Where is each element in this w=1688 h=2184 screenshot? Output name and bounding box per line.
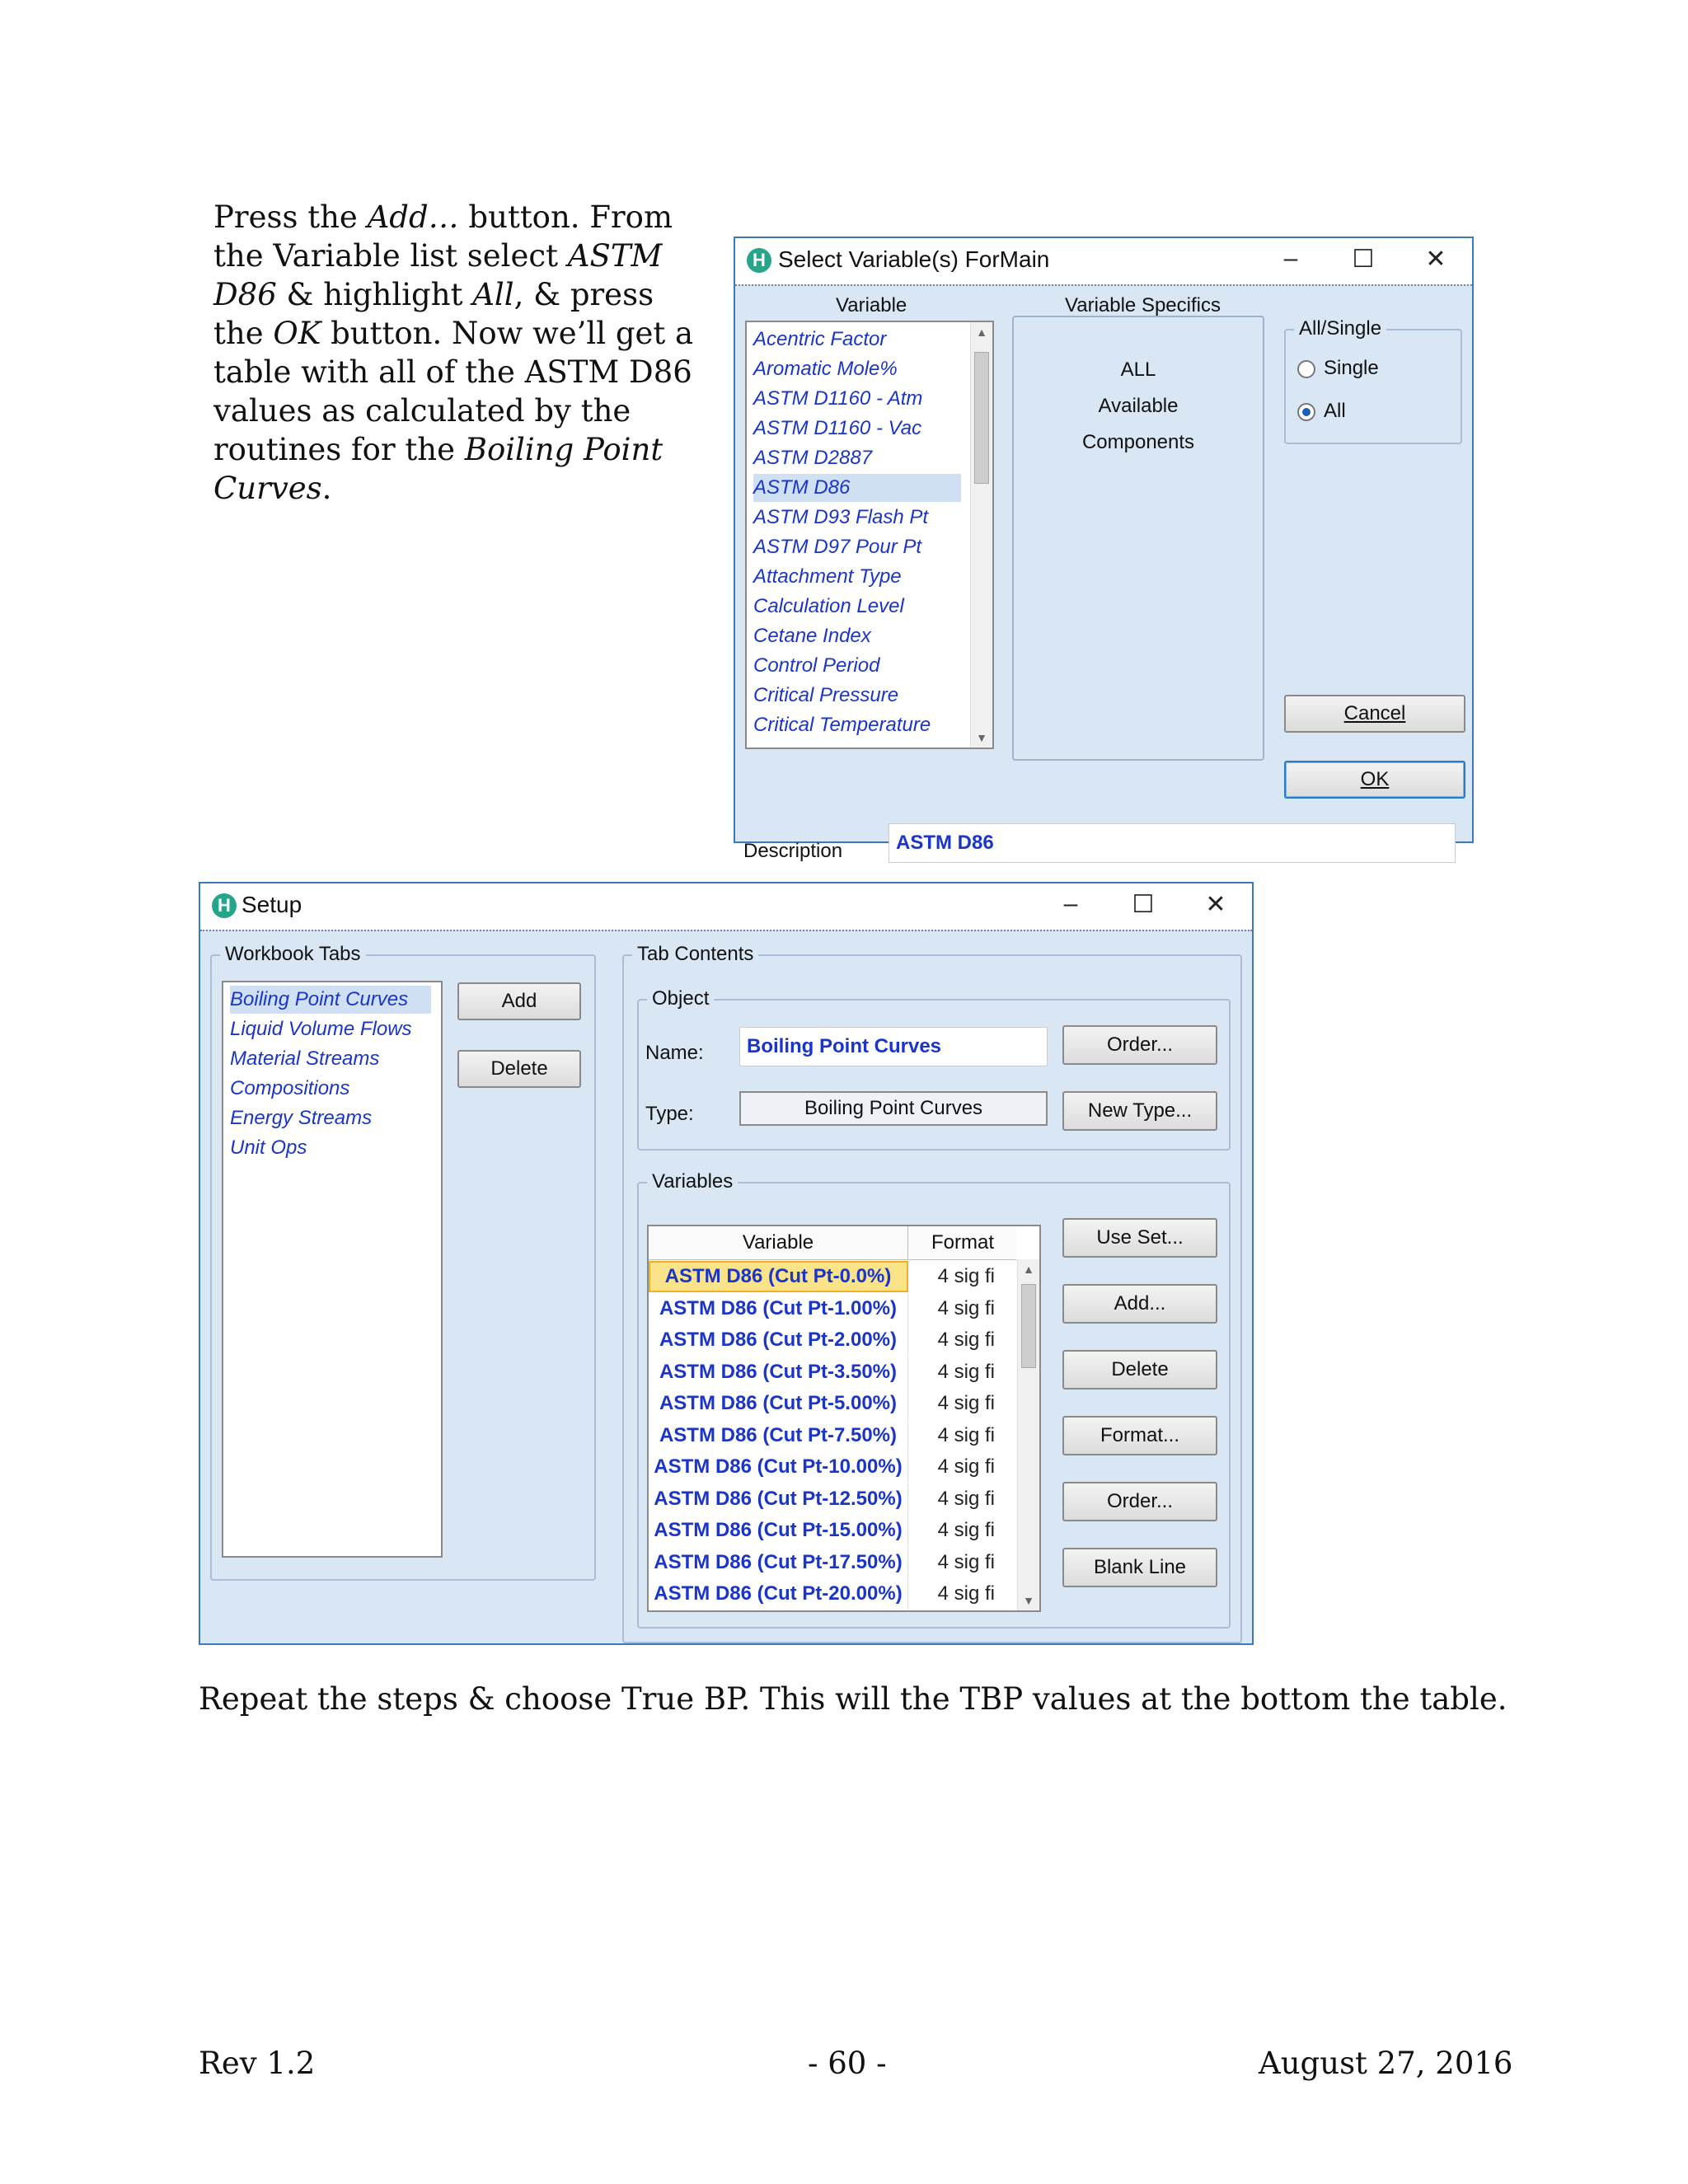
all-radio[interactable]: [1297, 403, 1315, 421]
delete-variable-button[interactable]: Delete: [1062, 1350, 1217, 1390]
table-row-format[interactable]: 4 sig fi: [937, 1487, 995, 1510]
footer-page-number: - 60 -: [808, 2046, 887, 2081]
variable-specifics-panel: [1012, 316, 1264, 761]
variable-list-item[interactable]: Aromatic Mole%: [753, 358, 898, 380]
tab-contents-label: Tab Contents: [632, 943, 758, 966]
close-icon[interactable]: ✕: [1205, 891, 1226, 918]
variable-header: Variable: [836, 294, 907, 316]
footer-revision: Rev 1.2: [199, 2046, 316, 2081]
tab-contents-group: [622, 943, 1242, 1643]
variable-list-item[interactable]: ASTM D2887: [753, 447, 873, 469]
variable-list-item[interactable]: Attachment Type: [753, 565, 902, 588]
type-label: Type:: [645, 1103, 694, 1125]
all-single-group: [1284, 317, 1462, 444]
scroll-up-icon[interactable]: ▲: [1023, 1263, 1034, 1276]
description-field: ASTM D86: [889, 823, 1456, 863]
workbook-tab-item[interactable]: Material Streams: [230, 1047, 380, 1070]
ok-button[interactable]: OK: [1284, 761, 1465, 799]
minimize-icon[interactable]: –: [1063, 890, 1078, 917]
variables-label: Variables: [647, 1170, 738, 1193]
delete-tab-button[interactable]: Delete: [457, 1050, 581, 1088]
format-button[interactable]: Format...: [1062, 1416, 1217, 1455]
table-row-variable[interactable]: ASTM D86 (Cut Pt-1.00%): [649, 1293, 908, 1324]
type-field[interactable]: Boiling Point Curves: [739, 1091, 1048, 1126]
table-row-variable[interactable]: ASTM D86 (Cut Pt-2.00%): [649, 1324, 908, 1356]
workbook-tab-item[interactable]: Energy Streams: [230, 1107, 373, 1129]
table-row-variable[interactable]: ASTM D86 (Cut Pt-5.00%): [649, 1388, 908, 1419]
footer-date: August 27, 2016: [1259, 2046, 1513, 2081]
table-row-format[interactable]: 4 sig fi: [937, 1550, 995, 1573]
table-row-variable[interactable]: ASTM D86 (Cut Pt-0.0%): [649, 1261, 908, 1292]
all-label: All: [1324, 400, 1346, 422]
intro-d86: ASTM D86: [213, 238, 663, 312]
intro-text-2: button. From the Variable list select: [213, 199, 673, 274]
workbook-tabs-list[interactable]: [222, 981, 443, 1558]
variable-specifics-header: Variable Specifics: [1065, 294, 1221, 316]
select-dialog-body: [735, 284, 1472, 862]
intro-paragraph: [213, 198, 708, 508]
variable-list[interactable]: [745, 321, 994, 749]
repeat-instructions: Repeat the steps & choose True BP. This will the TBP values at the bottom the table.: [199, 1681, 1507, 1717]
new-type-button[interactable]: New Type...: [1062, 1091, 1217, 1131]
add-tab-button[interactable]: Add: [457, 982, 581, 1020]
variable-list-item[interactable]: Control Period: [753, 654, 880, 677]
intro-text-6: .: [321, 471, 332, 506]
object-label: Object: [647, 987, 714, 1010]
app-logo-icon: H: [747, 248, 771, 273]
col-format-header[interactable]: Format: [909, 1226, 1016, 1260]
blank-line-button[interactable]: Blank Line: [1062, 1548, 1217, 1587]
variable-list-item[interactable]: Critical Pressure: [753, 684, 899, 706]
variable-list-item[interactable]: Cetane Index: [753, 625, 871, 647]
variable-list-scrollbar[interactable]: [970, 322, 992, 748]
object-group: [637, 987, 1231, 1151]
intro-bpc: Boiling Point Curves: [213, 432, 663, 506]
table-row-variable[interactable]: ASTM D86 (Cut Pt-20.00%): [649, 1578, 908, 1610]
table-row-format[interactable]: 4 sig fi: [937, 1360, 995, 1383]
col-variable-header[interactable]: Variable: [649, 1226, 908, 1260]
scroll-thumb[interactable]: [1021, 1284, 1036, 1368]
variable-list-item[interactable]: ASTM D86: [753, 474, 961, 502]
intro-ok: OK: [273, 316, 321, 351]
table-row-variable[interactable]: ASTM D86 (Cut Pt-15.00%): [649, 1515, 908, 1546]
select-variables-dialog: [734, 237, 1474, 862]
setup-dialog-title: Setup: [241, 892, 302, 917]
scroll-down-icon[interactable]: ▼: [1023, 1594, 1034, 1607]
setup-dialog-body: [200, 930, 1252, 1643]
variable-list-item[interactable]: Calculation Level: [753, 595, 904, 617]
variables-grid[interactable]: [647, 1225, 1041, 1612]
table-row-variable[interactable]: ASTM D86 (Cut Pt-7.50%): [649, 1420, 908, 1451]
table-row-variable[interactable]: ASTM D86 (Cut Pt-12.50%): [649, 1483, 908, 1515]
maximize-icon[interactable]: ☐: [1132, 891, 1155, 918]
name-field[interactable]: Boiling Point Curves: [739, 1027, 1048, 1066]
scroll-thumb[interactable]: [974, 352, 989, 484]
table-row-format[interactable]: 4 sig fi: [937, 1392, 995, 1414]
intro-text-4: , & press the: [213, 277, 654, 351]
table-row-format[interactable]: 4 sig fi: [937, 1455, 995, 1478]
order-object-button[interactable]: Order...: [1062, 1025, 1217, 1065]
single-label: Single: [1324, 357, 1379, 379]
select-dialog-title: Select Variable(s) ForMain: [778, 246, 1050, 272]
variables-grid-scrollbar[interactable]: [1017, 1259, 1039, 1610]
specifics-line-1: ALL: [1120, 359, 1156, 381]
table-row-variable[interactable]: ASTM D86 (Cut Pt-10.00%): [649, 1451, 908, 1483]
description-label: Description: [743, 840, 843, 862]
scroll-up-icon[interactable]: ▲: [976, 326, 987, 339]
specifics-line-2: Available: [1098, 395, 1179, 417]
variable-list-item[interactable]: ASTM D1160 - Vac: [753, 417, 922, 439]
name-label: Name:: [645, 1042, 704, 1064]
table-row-format[interactable]: 4 sig fi: [937, 1296, 995, 1319]
variable-list-item[interactable]: Critical Temperature: [753, 714, 931, 736]
use-set-button[interactable]: Use Set...: [1062, 1218, 1217, 1258]
intro-text-3: & highlight: [276, 277, 473, 312]
order-variable-button[interactable]: Order...: [1062, 1482, 1217, 1521]
add-variable-button[interactable]: Add...: [1062, 1284, 1217, 1324]
table-row-format[interactable]: 4 sig fi: [937, 1329, 995, 1351]
table-row-format[interactable]: 4 sig fi: [937, 1582, 995, 1605]
intro-text-5: button. Now we’ll get a table with all of the ASTM D86 values as calculated by the routines for the: [213, 316, 694, 467]
table-row-variable[interactable]: ASTM D86 (Cut Pt-17.50%): [649, 1547, 908, 1578]
variable-list-item[interactable]: Acentric Factor: [753, 328, 887, 350]
intro-text-1: Press the: [213, 199, 368, 235]
scroll-down-icon[interactable]: ▼: [976, 731, 987, 744]
close-icon[interactable]: ✕: [1425, 246, 1447, 273]
app-logo-icon: H: [212, 893, 237, 918]
variable-list-item[interactable]: ASTM D1160 - Atm: [753, 387, 923, 410]
specifics-line-3: Components: [1081, 431, 1195, 453]
intro-add: Add…: [367, 199, 459, 235]
workbook-tabs-label: Workbook Tabs: [220, 943, 366, 966]
setup-dialog-titlebar: [200, 883, 1252, 930]
select-dialog-titlebar: [735, 238, 1472, 284]
variable-list-item[interactable]: ASTM D97 Pour Pt: [753, 536, 922, 558]
cancel-button[interactable]: Cancel: [1284, 695, 1465, 733]
workbook-tab-item[interactable]: Liquid Volume Flows: [230, 1018, 412, 1040]
setup-dialog: [199, 882, 1254, 1645]
single-radio[interactable]: [1297, 360, 1315, 378]
table-row-format[interactable]: 4 sig fi: [937, 1423, 995, 1446]
all-single-label: All/Single: [1294, 317, 1386, 340]
workbook-tab-item[interactable]: Compositions: [230, 1077, 350, 1099]
minimize-icon[interactable]: –: [1283, 245, 1298, 272]
table-row-variable[interactable]: ASTM D86 (Cut Pt-3.50%): [649, 1357, 908, 1388]
table-row-format[interactable]: 4 sig fi: [937, 1265, 995, 1287]
workbook-tab-item[interactable]: Boiling Point Curves: [230, 986, 431, 1014]
variables-group: [637, 1170, 1231, 1629]
workbook-tabs-group: [210, 943, 596, 1581]
table-row-format[interactable]: 4 sig fi: [937, 1519, 995, 1541]
intro-all: All: [472, 277, 514, 312]
workbook-tab-item[interactable]: Unit Ops: [230, 1137, 307, 1159]
variable-list-item[interactable]: ASTM D93 Flash Pt: [753, 506, 929, 528]
maximize-icon[interactable]: ☐: [1352, 246, 1375, 273]
